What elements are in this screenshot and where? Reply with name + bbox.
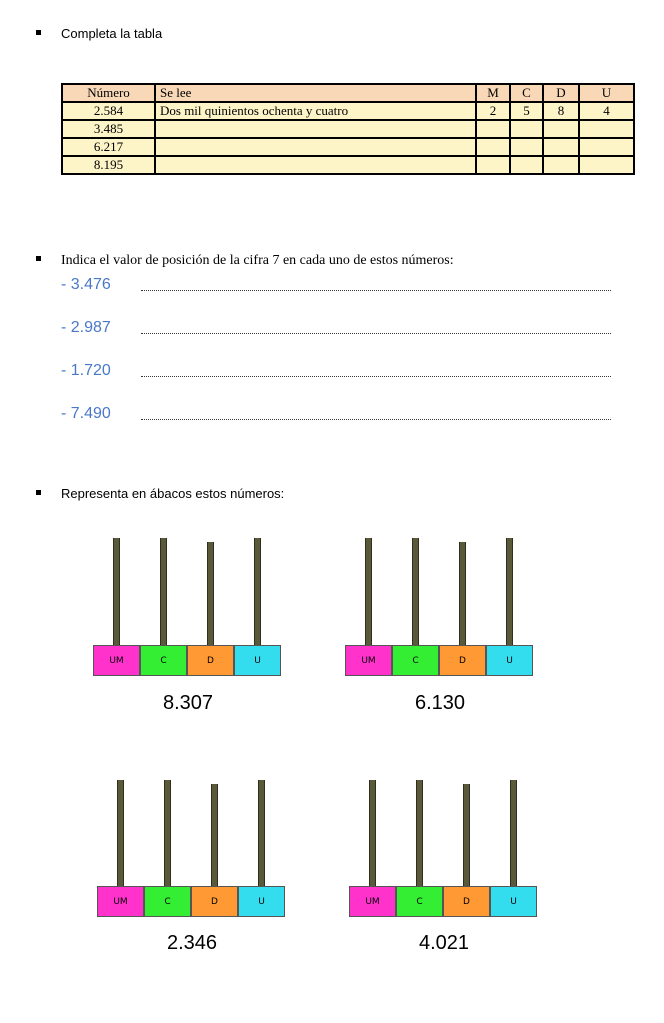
position-number: - 3.476: [61, 276, 111, 293]
position-number: - 2.987: [61, 319, 111, 336]
table-row: [62, 102, 634, 120]
cell-u[interactable]: 4: [579, 102, 634, 120]
table-row: [62, 138, 634, 156]
abacus-rod[interactable]: [416, 780, 423, 886]
cell-d[interactable]: [543, 156, 579, 174]
table-row: [62, 120, 634, 138]
answer-line[interactable]: [141, 376, 611, 377]
abacus-base: [345, 645, 533, 676]
cell-u[interactable]: [579, 138, 634, 156]
abacus-base: [93, 645, 281, 676]
instruction-text: Completa la tabla: [61, 26, 163, 41]
cell-reading[interactable]: [155, 138, 476, 156]
abacus-rod[interactable]: [506, 538, 513, 645]
header-d: D: [543, 84, 579, 102]
abacus-base-d: D: [191, 886, 238, 917]
abacus-rod[interactable]: [412, 538, 419, 645]
cell-c[interactable]: [510, 156, 543, 174]
abacus-base-u: U: [490, 886, 537, 917]
abacus-base-um: UM: [93, 645, 140, 676]
cell-m[interactable]: [476, 138, 510, 156]
abacus-base-d: D: [439, 645, 486, 676]
bullet-square-icon: [36, 490, 41, 495]
cell-number: 6.217: [62, 138, 155, 156]
instruction-position-value: [36, 253, 454, 269]
abacus-base-d: D: [187, 645, 234, 676]
cell-number: 2.584: [62, 102, 155, 120]
cell-d[interactable]: 8: [543, 102, 579, 120]
abacus-base-um: UM: [349, 886, 396, 917]
answer-line[interactable]: [141, 419, 611, 420]
header-c: C: [510, 84, 543, 102]
abacus-rod[interactable]: [117, 780, 124, 886]
position-number: - 1.720: [61, 362, 111, 379]
bullet-square-icon: [36, 256, 41, 261]
instruction-abacus: [36, 486, 284, 501]
abacus-base: [97, 886, 285, 917]
instruction-text: Indica el valor de posición de la cifra 7 en cada uno de estos números:: [61, 253, 454, 268]
abacus-rod[interactable]: [365, 538, 372, 645]
header-se-lee: Se lee: [155, 84, 476, 102]
abacus-base-c: C: [396, 886, 443, 917]
abacus-rod[interactable]: [164, 780, 171, 886]
abacus-base-u: U: [234, 645, 281, 676]
cell-m[interactable]: [476, 120, 510, 138]
cell-reading[interactable]: Dos mil quinientos ochenta y cuatro: [155, 102, 476, 120]
table-row: [62, 156, 634, 174]
cell-c[interactable]: 5: [510, 102, 543, 120]
place-value-table: [61, 83, 635, 175]
cell-d[interactable]: [543, 138, 579, 156]
abacus-base-um: UM: [345, 645, 392, 676]
instruction-complete-table: [36, 26, 162, 41]
abacus-rod[interactable]: [160, 538, 167, 645]
abacus-rod[interactable]: [510, 780, 517, 886]
abacus-rod[interactable]: [207, 542, 214, 645]
abacus-base-u: U: [486, 645, 533, 676]
abacus-base-c: C: [392, 645, 439, 676]
header-u: U: [579, 84, 634, 102]
abacus-rod[interactable]: [369, 780, 376, 886]
abacus-base: [349, 886, 537, 917]
abacus-rod[interactable]: [254, 538, 261, 645]
position-number: - 7.490: [61, 405, 111, 422]
abacus-rod[interactable]: [463, 784, 470, 886]
abacus-number: 2.346: [166, 932, 218, 954]
abacus-base-c: C: [144, 886, 191, 917]
abacus-base-d: D: [443, 886, 490, 917]
cell-number: 3.485: [62, 120, 155, 138]
abacus-rod[interactable]: [211, 784, 218, 886]
answer-line[interactable]: [141, 290, 611, 291]
table-header-row: [62, 84, 634, 102]
instruction-text: Representa en ábacos estos números:: [61, 486, 285, 501]
cell-number: 8.195: [62, 156, 155, 174]
header-m: M: [476, 84, 510, 102]
abacus-rod[interactable]: [459, 542, 466, 645]
cell-reading[interactable]: [155, 120, 476, 138]
abacus-number: 6.130: [414, 692, 466, 714]
cell-c[interactable]: [510, 138, 543, 156]
abacus-rod[interactable]: [258, 780, 265, 886]
cell-reading[interactable]: [155, 156, 476, 174]
abacus-number: 4.021: [418, 932, 470, 954]
abacus-base-c: C: [140, 645, 187, 676]
abacus-rod[interactable]: [113, 538, 120, 645]
abacus-base-u: U: [238, 886, 285, 917]
abacus-number: 8.307: [162, 692, 214, 714]
cell-u[interactable]: [579, 156, 634, 174]
answer-line[interactable]: [141, 333, 611, 334]
cell-u[interactable]: [579, 120, 634, 138]
cell-d[interactable]: [543, 120, 579, 138]
cell-c[interactable]: [510, 120, 543, 138]
cell-m[interactable]: 2: [476, 102, 510, 120]
abacus-base-um: UM: [97, 886, 144, 917]
cell-m[interactable]: [476, 156, 510, 174]
bullet-square-icon: [36, 30, 41, 35]
header-numero: Número: [62, 84, 155, 102]
